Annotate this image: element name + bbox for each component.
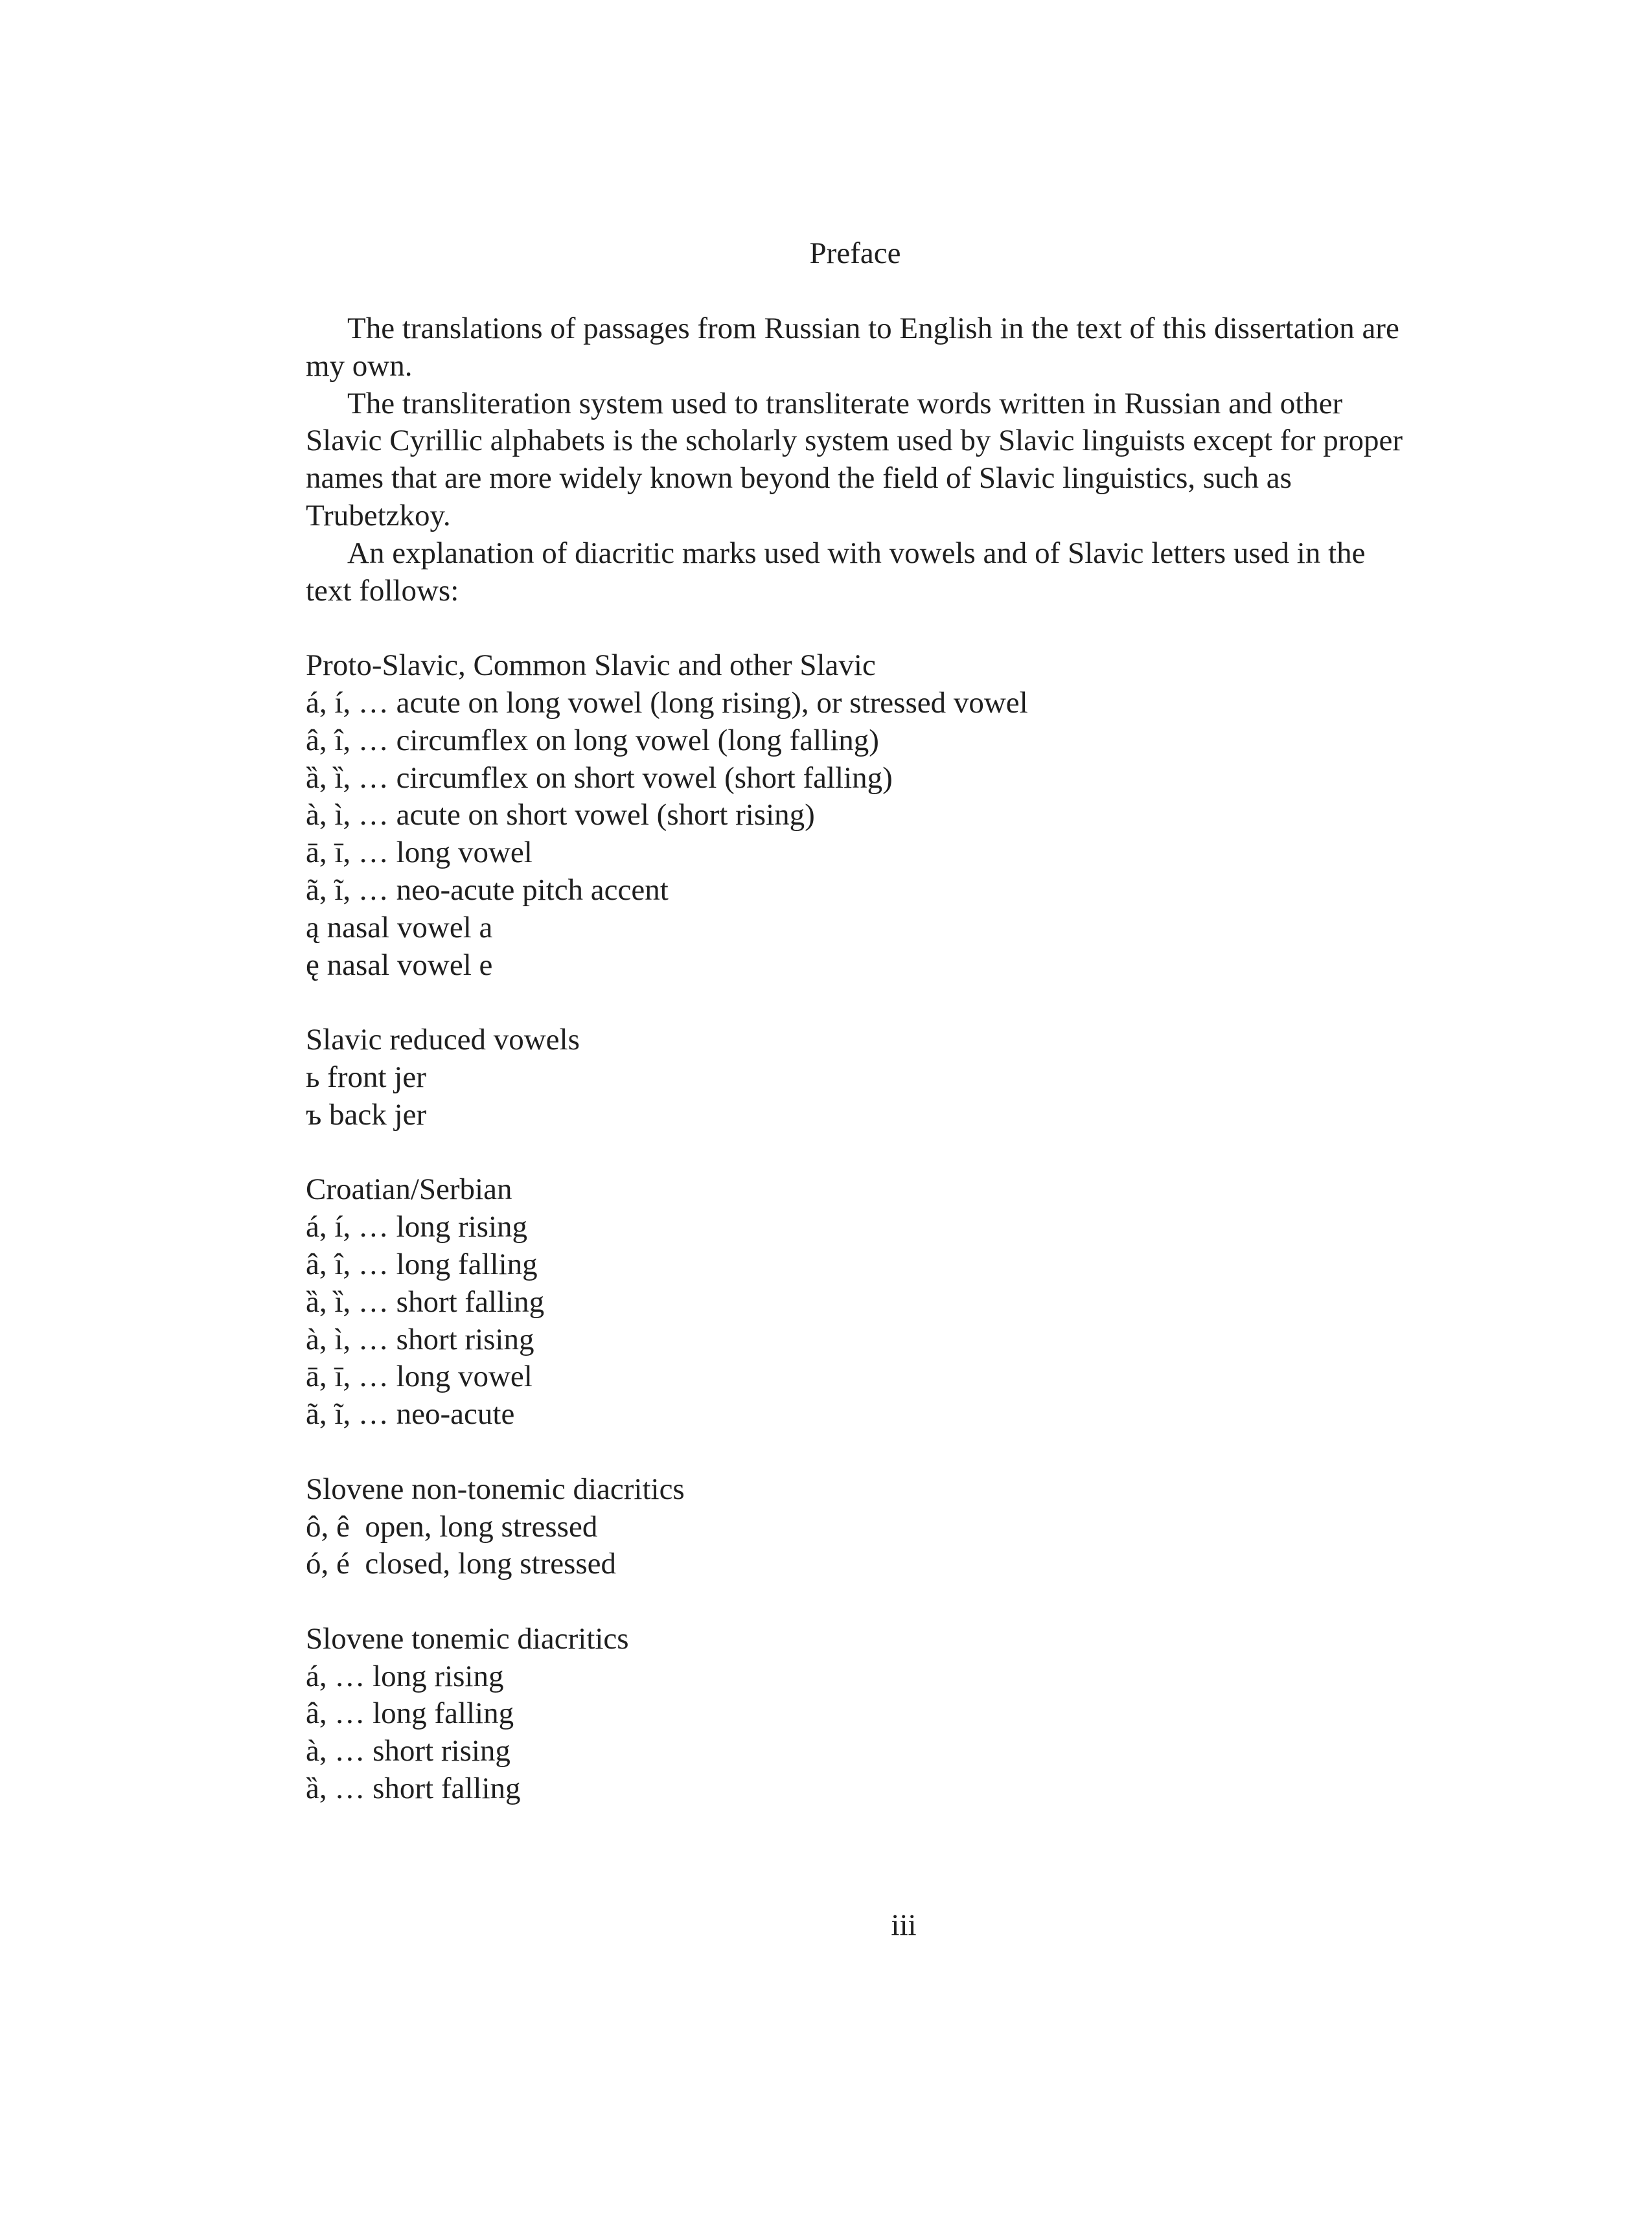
section-slavic-reduced-vowels [306, 1022, 1407, 1134]
paragraph-translations: The translations of passages from Russian to English in the text of this dissertation are my own. [306, 312, 1399, 383]
list-item: ę nasal vowel e [306, 948, 493, 982]
list-item: ъ back jer [306, 1097, 427, 1132]
list-item: à, ì, … short rising [306, 1322, 534, 1356]
list-item: â, î, … long falling [306, 1247, 538, 1281]
paragraph-explanation: An explanation of diacritic marks used with vowels and of Slavic letters used in the text follows: [306, 536, 1366, 608]
page-title: Preface [809, 236, 901, 270]
section-slovene-tonemic [306, 1621, 1407, 1808]
paragraph-transliteration: The transliteration system used to transliterate words written in Russian and other Slavic Cyrillic alphabets is the scholarly system used by Slavic linguists except for proper names that are more widely known beyond the field of Slavic linguistics, such as Trubetzkoy. [306, 386, 1403, 532]
list-item: ó, é closed, long stressed [306, 1547, 617, 1581]
list-item: ą nasal vowel a [306, 910, 493, 944]
list-item: ā, ī, … long vowel [306, 836, 533, 870]
section-slovene-non-tonemic [306, 1471, 1407, 1583]
document-body [306, 310, 1407, 1808]
list-item: ȁ, ȉ, … short falling [306, 1285, 545, 1319]
list-item: à, … short rising [306, 1734, 511, 1768]
list-item: á, í, … long rising [306, 1210, 528, 1244]
section-croatian-serbian [306, 1171, 1407, 1434]
section-heading: Croatian/Serbian [306, 1172, 512, 1207]
list-item: ô, ê open, long stressed [306, 1509, 598, 1544]
section-heading: Slavic reduced vowels [306, 1023, 580, 1057]
list-item: á, í, … acute on long vowel (long rising), or stressed vowel [306, 685, 1028, 720]
list-item: à, ì, … acute on short vowel (short rising) [306, 798, 815, 832]
section-heading: Proto-Slavic, Common Slavic and other Slavic [306, 648, 876, 683]
list-item: â, … long falling [306, 1696, 514, 1731]
page-number: iii [891, 1908, 917, 1942]
section-heading: Slovene non-tonemic diacritics [306, 1472, 685, 1506]
list-item: ь front jer [306, 1060, 426, 1094]
section-proto-slavic [306, 647, 1407, 984]
list-item: â, î, … circumflex on long vowel (long falling) [306, 723, 879, 757]
list-item: ȁ, … short falling [306, 1772, 521, 1806]
list-item: ȁ, ȉ, … circumflex on short vowel (short falling) [306, 760, 893, 795]
list-item: á, … long rising [306, 1659, 504, 1693]
list-item: ã, ĩ, … neo-acute pitch accent [306, 873, 669, 907]
list-item: ã, ĩ, … neo-acute [306, 1397, 515, 1432]
list-item: ā, ī, … long vowel [306, 1360, 533, 1394]
section-heading: Slovene tonemic diacritics [306, 1621, 629, 1656]
